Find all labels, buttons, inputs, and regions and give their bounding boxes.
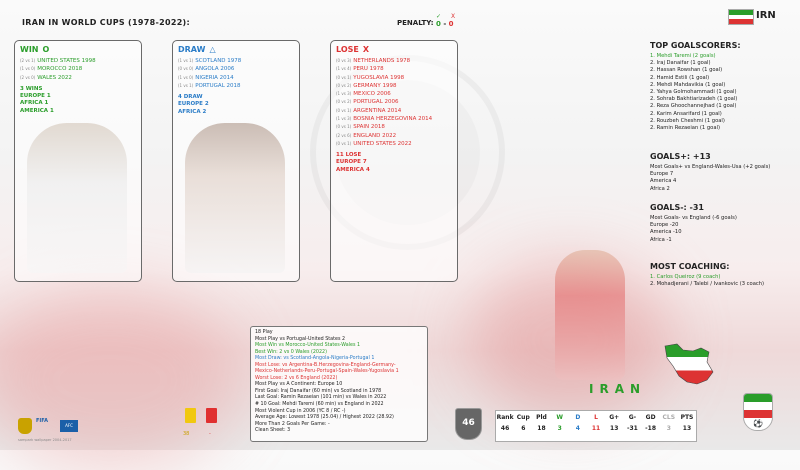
match-score: (1 vs 4) [336,66,352,72]
yellow-card-count: 38 [183,431,190,437]
iran-wordmark [589,382,646,396]
goals-for-title: GOALS+: +13 [650,152,711,161]
stats-line: Last Goal: Ramin Rezaeian (101 min) vs Wales in 2022 [255,395,387,401]
table-header: W [556,414,563,421]
table-header: GD [645,414,656,421]
list-item: 1. Carlos Queiroz (9 coach) [650,274,721,280]
table-value: 4 [575,425,580,432]
red-card-icon [206,408,217,423]
iran-map-icon [663,342,715,387]
red-card-count: - [209,431,211,437]
table-column [496,411,514,441]
goals-for-list [650,164,795,193]
match-row [336,98,452,106]
match-score: (1 vs 1) [178,82,194,88]
list-item: 2. Mehdi Mahdavikia (1 goal) [650,81,726,88]
summary-line: EUROPE 2 [178,101,209,108]
stats-line: Average Age: Lowest 1978 (25.04) / Highest 2022 (28.92) [255,415,394,421]
coaching-list [650,274,795,288]
match-row [336,74,452,82]
iran-word: IRAN [589,382,647,396]
summary-line: AMERICA 4 [336,166,370,173]
list-item: Africa -1 [650,236,672,243]
yellow-card-icon [185,408,196,423]
table-column [587,411,605,441]
list-item: 2. Karim Ansarifard (1 goal) [650,110,722,117]
summary-line: AMERICA 1 [20,107,54,114]
list-item: 2. Reza Ghoochannejhad (1 goal) [650,103,737,110]
match-row [178,82,294,90]
penalty-label: PENALTY: [397,19,434,27]
table-column [532,411,550,441]
stats-line: Mexico-Netherlands-Peru-Portugal-Spain-Wales-Yugoslavia 1 [255,369,399,375]
table-column [642,411,660,441]
match-opponent: PERU 1978 [353,66,384,73]
rank-badge: 46 [455,408,482,440]
table-value: 3 [557,425,562,432]
match-score: (2 vs 0) [20,74,36,80]
match-row [336,82,452,90]
iran-flag-icon [728,9,754,25]
match-score: (2 vs 6) [336,132,352,138]
list-item: 2. Sohrab Bakhtiarizadeh (1 goal) [650,96,738,103]
match-row [20,74,136,82]
table-header: Rank [496,414,514,421]
match-row [336,115,452,123]
results-table [495,410,697,442]
match-opponent: NIGERIA 2014 [195,74,234,81]
table-column [551,411,569,441]
match-row [178,65,294,73]
stats-line: Worst Lose: 2 vs 6 England (2022) [255,375,338,381]
table-header: PTS [680,414,694,421]
goals-against-list [650,215,795,244]
stats-line: Most Violent Cup in 2006 (YC 8 / RC -) [255,408,346,414]
table-column [623,411,641,441]
list-item: 1. Mehdi Taremi (2 goals) [650,53,716,59]
table-value: -31 [626,425,638,432]
list-item: 2. Yahya Golmohammadi (1 goal) [650,89,737,96]
match-row [336,123,452,131]
player-photo [27,123,127,273]
lose-title: LOSE [336,45,359,54]
list-item: 2. Mohadjerani / Talebi / Ivankovic (3 coach) [650,281,765,288]
summary-line: EUROPE 1 [20,93,51,100]
match-score: (0 vs 1) [336,107,352,113]
match-score: (0 vs 2) [336,82,352,88]
win-title: WIN [20,45,39,54]
table-value: 13 [610,425,619,432]
match-opponent: SPAIN 2018 [353,124,385,131]
table-header: L [594,414,598,421]
match-row [20,65,136,73]
penalty-dash: - [443,20,447,28]
summary-line: AFRICA 1 [20,100,49,107]
afc-logo: AFC [60,420,78,432]
penalty-losses: 0 [448,20,454,28]
country-code: IRN [756,10,776,21]
match-score: (0 vs 2) [336,99,352,105]
triangle-icon: △ [209,45,216,54]
match-score: (0 vs 1) [336,74,352,80]
player-photo [185,123,285,273]
table-value: -18 [645,425,657,432]
summary-line: 11 LOSE [336,152,362,159]
match-row [178,57,294,65]
table-value: 13 [682,425,692,432]
credit-text: sampark wallpaper 2004-2017 [18,438,72,442]
match-score: (0 vs 1) [336,140,352,146]
summary-line: AFRICA 2 [178,108,207,115]
table-value: 18 [537,425,546,432]
win-header [20,45,136,54]
stats-line: Most Play vs Portugal-United States 2 [255,336,346,342]
team-crest-icon: ⚽ [743,393,773,431]
draw-card [172,40,300,282]
match-score: (0 vs 1) [336,124,352,130]
summary-line: 4 DRAW [178,94,203,101]
match-score: (1 vs 1) [178,58,194,63]
summary-line: 3 WINS [20,85,43,92]
lose-header [336,45,452,54]
table-header: G- [628,414,637,421]
list-item: America -10 [650,229,682,236]
match-row [178,74,294,82]
table-value: 6 [521,425,526,432]
table-header: CLS [662,414,676,421]
world-cup-trophy-icon [18,418,32,434]
stats-line: Most Win vs Morocco-United States-Wales 1 [255,343,361,349]
summary-line: EUROPE 7 [336,159,367,166]
table-value: 3 [666,425,671,432]
table-value: 46 [500,425,510,432]
player-photo-right [555,250,625,380]
table-header: Pld [536,414,547,421]
match-score: (0 vs 3) [336,58,352,63]
list-item: 2. Iraj Danaifar (1 goal) [650,60,711,67]
match-opponent: GERMANY 1998 [353,82,397,89]
table-column [514,411,532,441]
list-item: 2. Ramin Rezaeian (1 goal) [650,125,720,132]
match-row [336,90,452,98]
list-item: Most Goals- vs England (-6 goals) [650,215,737,221]
draw-title: DRAW [178,45,206,54]
match-row [336,140,452,148]
table-header: G+ [609,414,620,421]
stats-line: Most Lose: vs Argentina-B.Herzegovina-England-Germany- [255,362,396,368]
coaching-title: MOST COACHING: [650,262,730,271]
top-scorers-title: TOP GOALSCORERS: [650,41,741,50]
table-column [678,411,696,441]
list-item: Europe 7 [650,171,674,178]
table-column [605,411,623,441]
match-score: (1 vs 0) [20,66,36,72]
penalty-win-icon: ✓ [436,13,442,20]
match-opponent: MOROCCO 2018 [37,66,83,73]
match-row [336,132,452,140]
table-value: 11 [591,425,601,432]
match-opponent: PORTUGAL 2006 [353,99,399,106]
list-item: 2. Hassan Rowshan (1 goal) [650,67,723,74]
table-column [660,411,678,441]
stats-line: Most Draw: vs Scotland-Angola-Nigeria-Portugal 1 [255,356,375,362]
list-item: Europe -20 [650,222,679,229]
match-opponent: UNITED STATES 2022 [353,140,412,147]
match-opponent: BOSNIA HERZEGOVINA 2014 [353,116,433,123]
stats-line: 18 Play [255,330,273,335]
list-item: Most Goals+ vs England-Wales-Usa (+2 goals) [650,164,771,170]
bg-glow-left [0,290,240,470]
stats-line: Best Win: 2 vs 0 Wales (2022) [255,349,327,355]
goals-against-title: GOALS-: -31 [650,203,704,212]
penalty-wins: 0 [436,20,441,28]
match-row [336,107,452,115]
draw-header [178,45,294,54]
page-title: IRAN IN WORLD CUPS (1978-2022): [22,18,191,27]
match-opponent: WALES 2022 [37,74,72,81]
stats-line: Clean Sheet: 3 [255,428,291,434]
top-scorers-list [650,53,795,132]
table-column [569,411,587,441]
match-score: (1 vs 3) [336,91,352,97]
stats-box [250,326,428,442]
match-score: (0 vs 0) [178,66,194,72]
match-score: (2 vs 1) [20,58,36,63]
match-opponent: ARGENTINA 2014 [353,107,402,114]
match-score: (1 vs 0) [178,74,194,80]
list-item: America 4 [650,178,677,185]
stats-line: First Goal: Iraj Danaifar (60 min) vs Scotland in 1978 [255,388,382,394]
match-row [336,65,452,73]
circle-icon: O [42,45,50,54]
stats-line: Most Play vs A Continent: Europe 10 [255,382,343,388]
match-score: (1 vs 3) [336,116,352,122]
cross-icon: X [362,45,370,54]
penalty-loss-icon: X [451,13,456,20]
match-row [336,57,452,65]
list-item: 2. Hamid Estili (1 goal) [650,74,710,81]
match-opponent: ENGLAND 2022 [353,132,397,139]
win-card [14,40,142,282]
table-header: Cup [516,414,530,421]
match-opponent: ANGOLA 2006 [195,66,235,73]
stats-line: # 10 Goal: Mehdi Taremi (60 min) vs England in 2022 [255,402,384,408]
fifa-logo: FIFA [36,418,48,424]
list-item: 2. Rouzbeh Cheshmi (1 goal) [650,117,725,124]
match-opponent: UNITED STATES 1998 [37,58,96,64]
match-opponent: YUGOSLAVIA 1998 [353,74,405,81]
match-opponent: PORTUGAL 2018 [195,82,241,89]
penalty-score [436,20,454,28]
lose-card [330,40,458,282]
stats-line: More Than 2 Goals Per Game: - [255,421,330,427]
table-header: D [575,414,581,421]
list-item: Africa 2 [650,185,670,192]
match-row [20,57,136,65]
match-opponent: NETHERLANDS 1978 [353,58,411,64]
match-opponent: SCOTLAND 1978 [195,58,242,64]
match-opponent: MEXICO 2006 [353,91,391,98]
